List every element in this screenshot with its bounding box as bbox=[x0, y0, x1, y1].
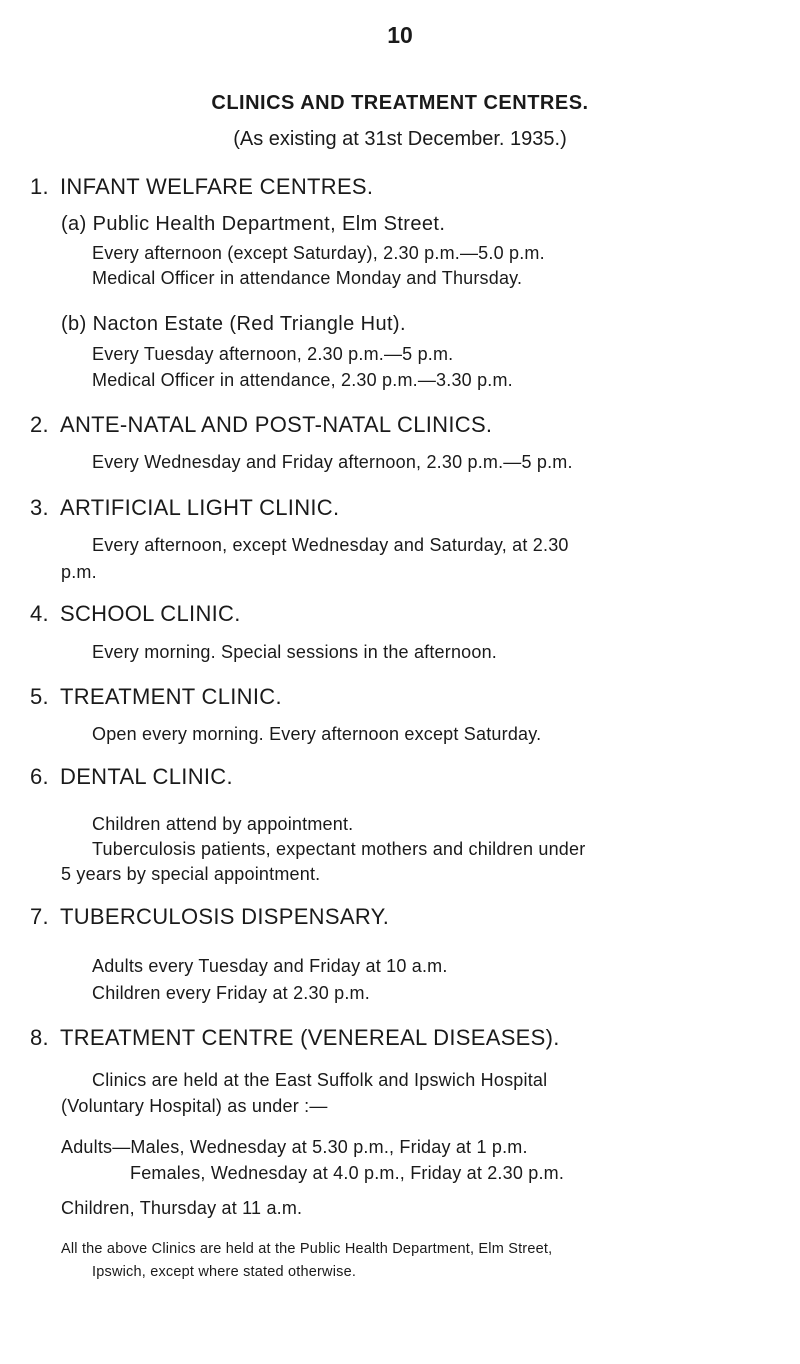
section-3-heading bbox=[30, 495, 339, 521]
section-number: 1. bbox=[30, 174, 49, 199]
section-title: TUBERCULOSIS DISPENSARY. bbox=[60, 904, 390, 929]
text-line: Adults—Males, Wednesday at 5.30 p.m., Friday at 1 p.m. bbox=[61, 1137, 528, 1157]
section-number: 3. bbox=[30, 495, 49, 520]
text-line: Open every morning. Every afternoon except Saturday. bbox=[92, 724, 542, 744]
text-line: Every morning. Special sessions in the afternoon. bbox=[92, 642, 498, 662]
text-line: Children attend by appointment. bbox=[92, 814, 354, 834]
section-number: 6. bbox=[30, 764, 49, 789]
text-line: Clinics are held at the East Suffolk and Ipswich Hospital bbox=[92, 1070, 548, 1090]
text-line: Tuberculosis patients, expectant mothers and children under bbox=[92, 839, 586, 859]
section-title: TREATMENT CLINIC. bbox=[60, 684, 282, 709]
text-line: Medical Officer in attendance Monday and Thursday. bbox=[92, 268, 523, 288]
text-line: Every Tuesday afternoon, 2.30 p.m.—5 p.m. bbox=[92, 344, 454, 364]
text-line: Every Wednesday and Friday afternoon, 2.30 p.m.—5 p.m. bbox=[92, 452, 573, 472]
text-line: 5 years by special appointment. bbox=[61, 864, 321, 884]
section-title: TREATMENT CENTRE (VENEREAL DISEASES). bbox=[60, 1025, 560, 1050]
section-6-heading bbox=[30, 764, 233, 790]
footnote-line: Ipswich, except where stated otherwise. bbox=[92, 1264, 357, 1280]
section-number: 5. bbox=[30, 684, 49, 709]
section-7-heading bbox=[30, 904, 389, 930]
section-title: ARTIFICIAL LIGHT CLINIC. bbox=[60, 495, 340, 520]
section-1-heading bbox=[30, 174, 373, 200]
text-line: Medical Officer in attendance, 2.30 p.m.—3.30 p.m. bbox=[92, 370, 513, 390]
section-number: 4. bbox=[30, 601, 49, 626]
section-4-heading bbox=[30, 601, 241, 627]
footnote-line: All the above Clinics are held at the Public Health Department, Elm Street, bbox=[61, 1241, 553, 1257]
text-line: Children, Thursday at 11 a.m. bbox=[61, 1198, 303, 1218]
text-line: Children every Friday at 2.30 p.m. bbox=[92, 983, 370, 1003]
section-title: DENTAL CLINIC. bbox=[60, 764, 233, 789]
section-title: INFANT WELFARE CENTRES. bbox=[60, 174, 374, 199]
section-title: SCHOOL CLINIC. bbox=[60, 601, 241, 626]
text-line: Females, Wednesday at 4.0 p.m., Friday at 2.30 p.m. bbox=[130, 1163, 565, 1183]
subsection-b-label: (b) Nacton Estate (Red Triangle Hut). bbox=[61, 313, 406, 335]
section-title: ANTE-NATAL AND POST-NATAL CLINICS. bbox=[60, 412, 493, 437]
section-8-heading bbox=[30, 1025, 560, 1051]
text-line: p.m. bbox=[61, 562, 97, 582]
section-number: 7. bbox=[30, 904, 49, 929]
section-2-heading bbox=[30, 412, 492, 438]
text-line: (Voluntary Hospital) as under :— bbox=[61, 1096, 328, 1116]
section-number: 8. bbox=[30, 1025, 49, 1050]
text-line: Every afternoon, except Wednesday and Saturday, at 2.30 bbox=[92, 535, 569, 555]
page-subtitle: (As existing at 31st December. 1935.) bbox=[233, 128, 567, 150]
subsection-a-label: (a) Public Health Department, Elm Street. bbox=[61, 213, 446, 235]
page-number: 10 bbox=[387, 22, 413, 48]
page-title: CLINICS AND TREATMENT CENTRES. bbox=[211, 92, 589, 114]
section-number: 2. bbox=[30, 412, 49, 437]
section-5-heading bbox=[30, 684, 282, 710]
text-line: Adults every Tuesday and Friday at 10 a.m. bbox=[92, 956, 448, 976]
text-line: Every afternoon (except Saturday), 2.30 p.m.—5.0 p.m. bbox=[92, 243, 545, 263]
